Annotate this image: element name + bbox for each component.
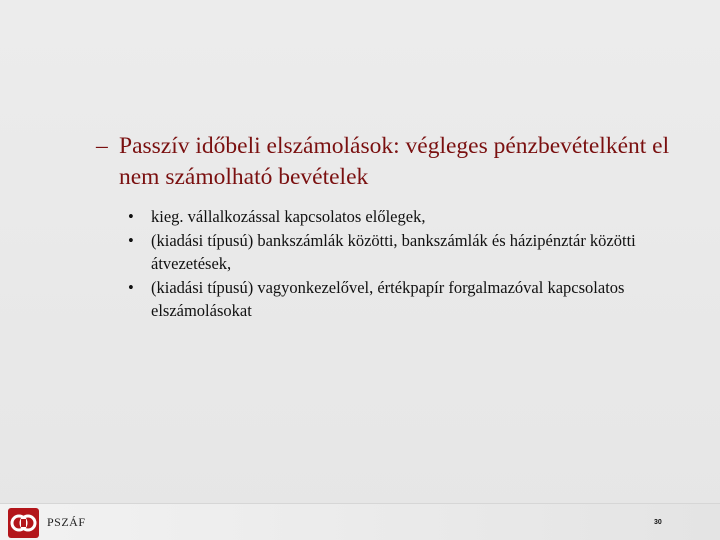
pszaf-logo-icon (8, 508, 39, 538)
bullet-text: (kiadási típusú) vagyonkezelővel, értékpapír forgalmazóval kapcsolatos elszámolásokat (151, 277, 625, 320)
page-number: 30 (654, 519, 662, 526)
bullet-text: (kiadási típusú) bankszámlák közötti, bankszámlák és házipénztár közötti átvezetések, (151, 230, 636, 273)
bullet-item (128, 229, 688, 276)
heading-text: Passzív időbeli elszámolások: végleges pénzbevételként el nem számolható bevételek (119, 133, 670, 190)
heading-dash: – (96, 133, 108, 159)
bullet-dot: • (128, 230, 134, 250)
bullet-text: kieg. vállalkozással kapcsolatos előlegek, (151, 207, 426, 226)
footer-brand: PSZÁF (47, 515, 86, 529)
bullet-dot: • (128, 207, 134, 226)
bullet-item (128, 205, 688, 229)
bullet-list (128, 205, 688, 323)
bullet-dot: • (128, 277, 134, 297)
footer-bar (0, 503, 720, 540)
slide-heading (96, 131, 696, 193)
bullet-item (128, 276, 688, 323)
